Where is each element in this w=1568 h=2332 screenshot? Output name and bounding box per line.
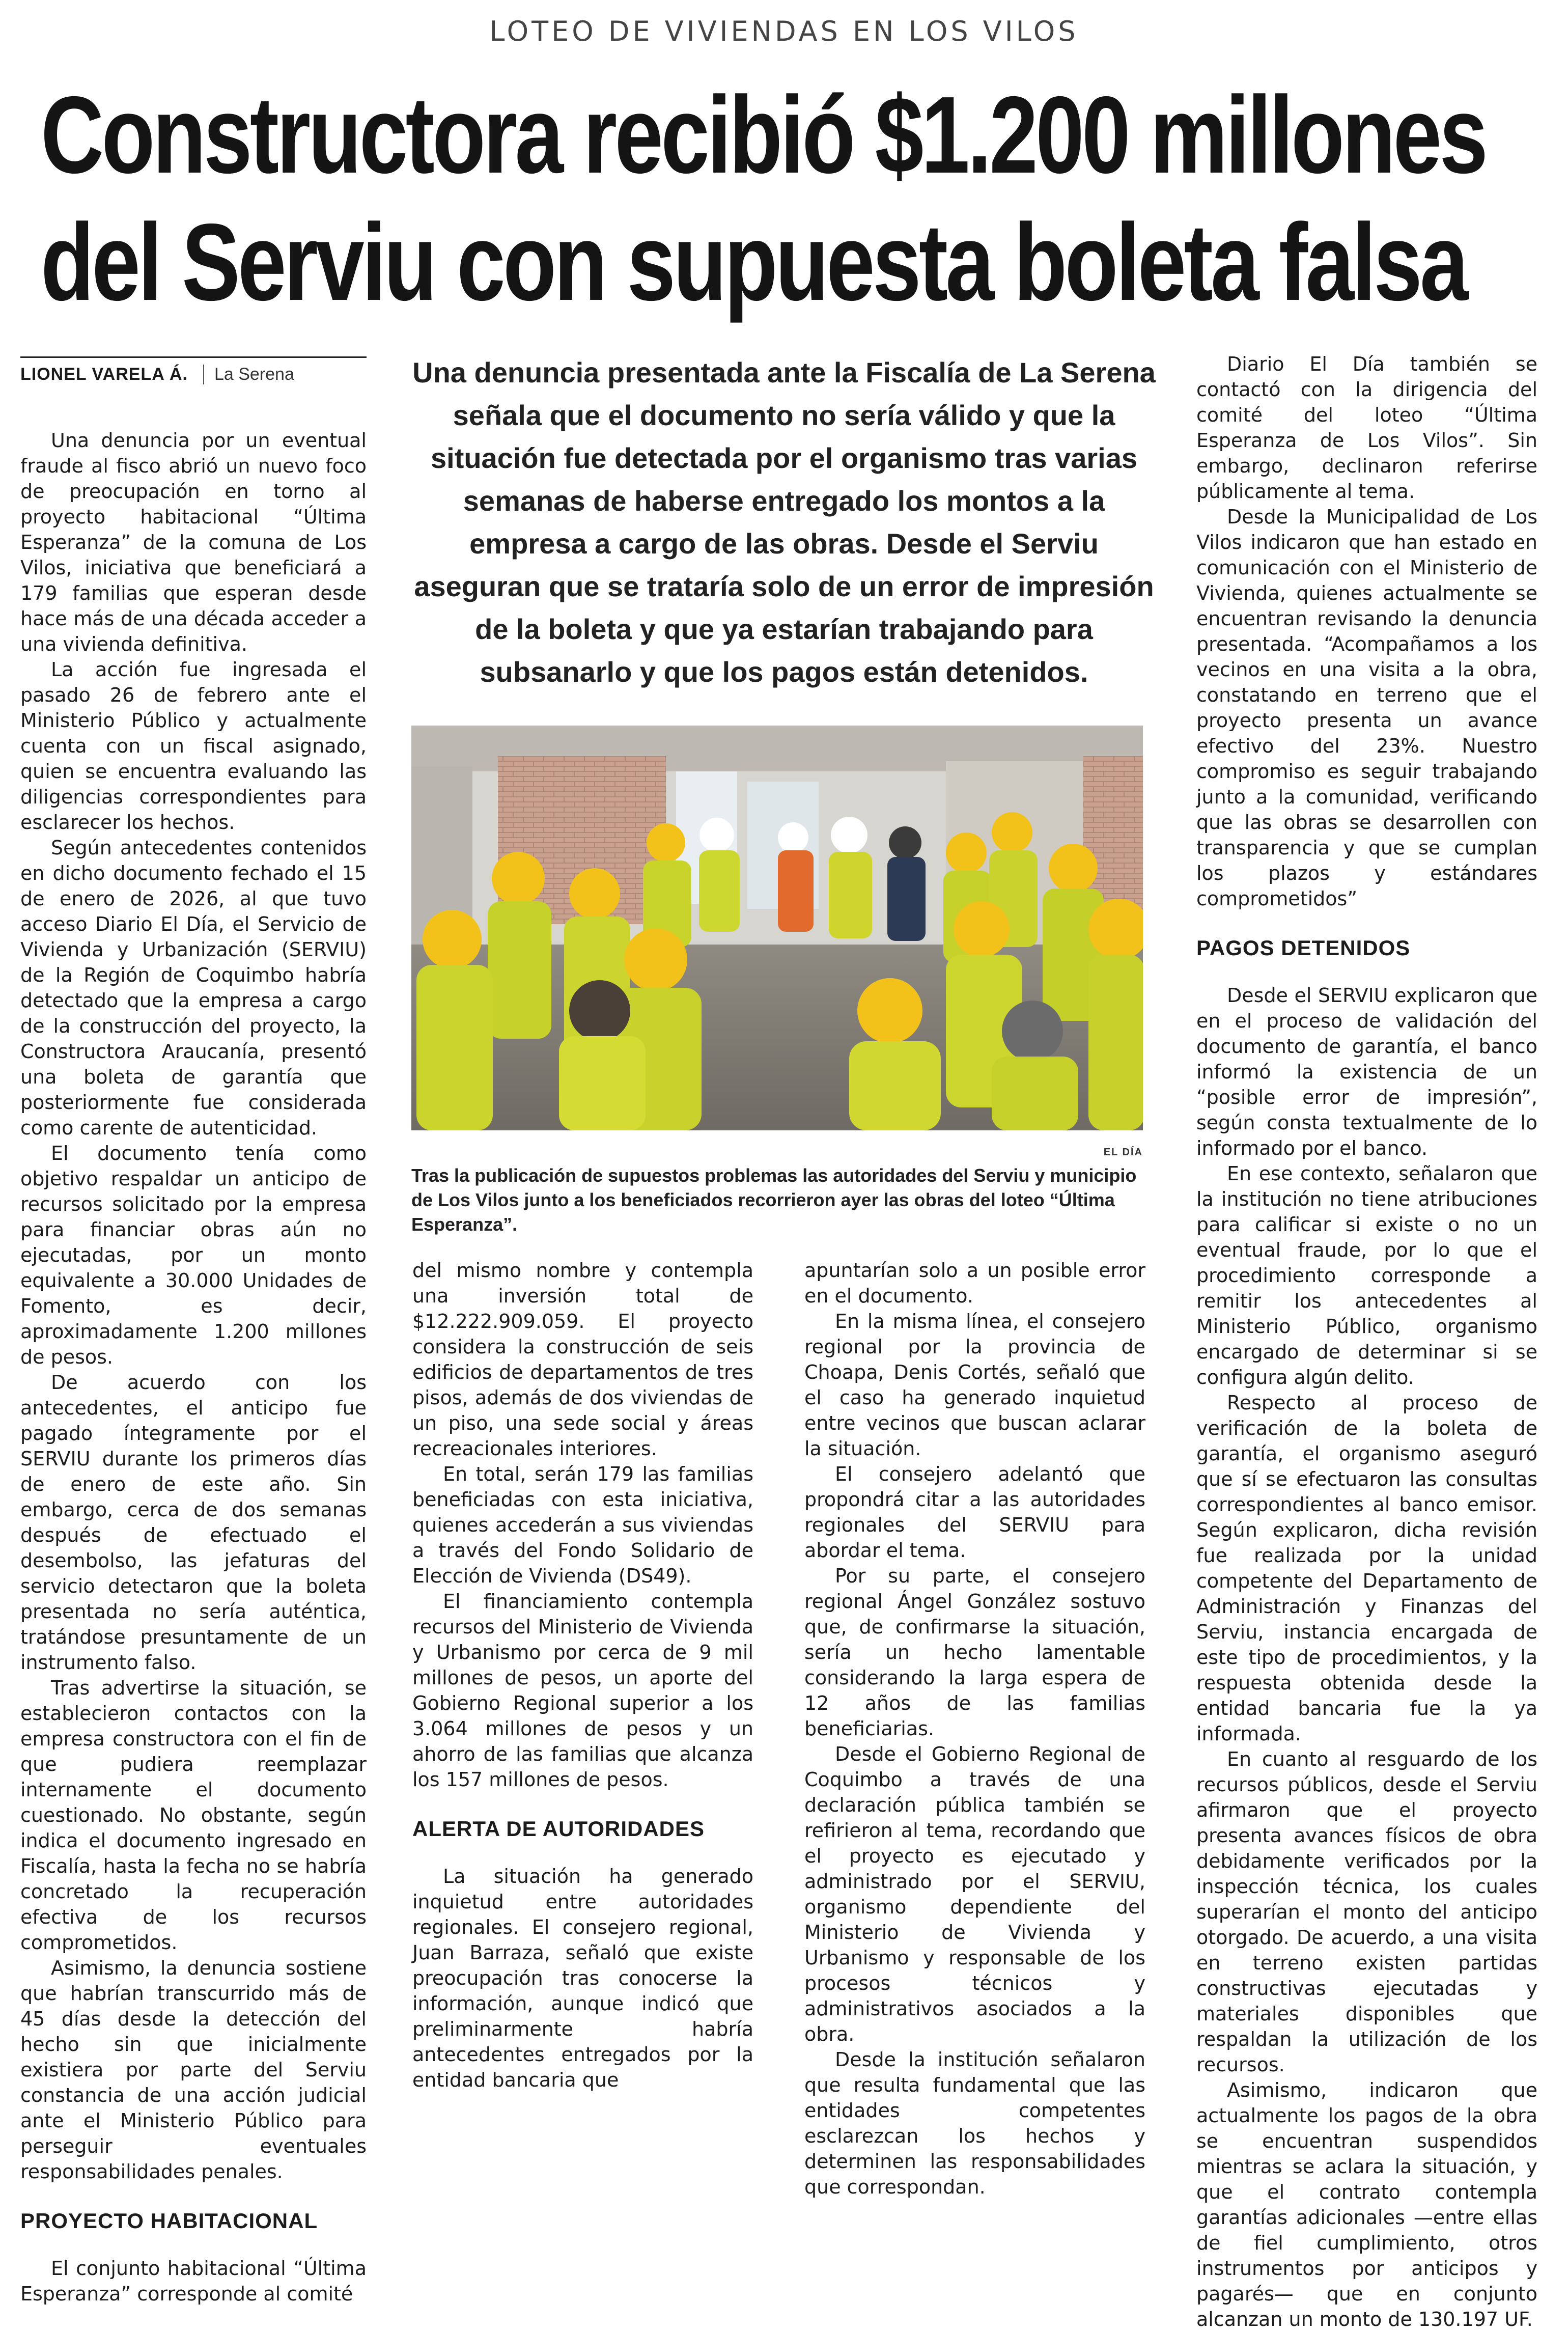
photo-credit: EL DÍA [1103, 1147, 1143, 1158]
headline-line-1: Constructora recibió $1.200 millones [41, 73, 1486, 196]
section-kicker: LOTEO DE VIVIENDAS EN LOS VILOS [489, 15, 1079, 47]
article-column-4 [1196, 351, 1537, 2332]
paragraph: La situación ha generado inquietud entre autoridades regionales. El consejero regional, Juan Barraza, señaló que existe preocupación tras conocerse la información, aunque indicó que preliminarmente habría antecedentes entregados por la entidad bancaria que [412, 1865, 753, 2091]
byline-author: LIONEL VARELA Á. [20, 364, 188, 384]
photo-caption: Tras la publicación de supuestos problemas las autoridades del Serviu y municipio de Los Vilos junto a los beneficiados recorrieron ayer las obras del loteo “Última Esperanza”. [411, 1165, 1137, 1235]
paragraph: En cuanto al resguardo de los recursos públicos, desde el Serviu afirmaron que el proyecto presenta avances físicos de obra debidamente verificados por la inspección técnica, los cuales superarían el monto del anticipo otorgado. De acuerdo, a una visita en terreno existen partidas constructivas ejecutadas y materiales disponibles que respaldan la utilización de los recursos. [1196, 1748, 1537, 2076]
paragraph: apuntarían solo a un posible error en el documento. [804, 1259, 1145, 1307]
construction-site-photo [411, 726, 1143, 1130]
article-column-2 [412, 1258, 753, 2093]
paragraph: La acción fue ingresada el pasado 26 de febrero ante el Ministerio Público y actualmente cuenta con un fiscal asignado, quien se encuentra evaluando las diligencias correspondientes para esclarecer los hechos. [20, 658, 367, 834]
paragraph: del mismo nombre y contempla una inversión total de $12.222.909.059. El proyecto considera la construcción de seis edificios de departamentos de tres pisos, además de dos viviendas de un piso, una sede social y áreas recreacionales interiores. [412, 1259, 753, 1460]
paragraph: El documento tenía como objetivo respaldar un anticipo de recursos solicitado por la empresa para financiar obras aún no ejecutadas, por un monto equivalente a 30.000 Unidades de Fomento, es decir, aproximadamente 1.200 millones de pesos. [20, 1142, 367, 1368]
paragraph: Desde el Gobierno Regional de Coquimbo a través de una declaración pública también se refirieron al tema, recordando que el proyecto es ejecutado y administrado por el SERVIU, organismo dependiente del Ministerio de Vivienda y Urbanismo y responsable de los procesos técnicos y administrativos asociados a la obra. [804, 1743, 1145, 2045]
byline-location: La Serena [203, 365, 294, 384]
article-column-3 [804, 1258, 1145, 2200]
paragraph: El financiamiento contempla recursos del Ministerio de Vivienda y Urbanismo por cerca de 9 mil millones de pesos, un aporte del Gobierno Regional superior a los 3.064 millones de pesos y un ahorro de las familias que alcanza los 157 millones de pesos. [412, 1590, 753, 1791]
paragraph: Una denuncia por un eventual fraude al fisco abrió un nuevo foco de preocupación en torno al proyecto habitacional “Última Esperanza” de la comuna de Los Vilos, iniciativa que beneficiará a 179 familias que esperan desde hace más de una década acceder a una vivienda definitiva. [20, 429, 367, 655]
paragraph: El conjunto habitacional “Última Esperanza” corresponde al comité [20, 2257, 367, 2305]
subheading-proyecto-habitacional: PROYECTO HABITACIONAL [20, 2209, 318, 2233]
subheading-alerta-de-autoridades: ALERTA DE AUTORIDADES [412, 1817, 705, 1841]
paragraph: Respecto al proceso de verificación de la boleta de garantía, el organismo aseguró que sí se efectuaron las consultas correspondientes al banco emisor. Según explicaron, dicha revisión fue realizada por la unidad competente del Departamento de Administración y Finanzas del Serviu, instancia encargada de este tipo de procedimientos, y la respuesta obtenida desde la entidad bancaria fue la ya informada. [1196, 1392, 1537, 1745]
paragraph: Desde la institución señalaron que resulta fundamental que las entidades competentes esclarezcan los hechos y determinen las responsabilidades que correspondan. [804, 2048, 1145, 2198]
paragraph: Asimismo, indicaron que actualmente los pagos de la obra se encuentran suspendidos mientras se aclara la situación, y que el contrato contempla garantías adicionales —entre ellas de fiel cumplimiento, otros instrumentos por anticipos y pagarés— que en conjunto alcanzan un monto de 130.197 UF. [1196, 2079, 1537, 2330]
lede: Una denuncia presentada ante la Fiscalía de La Serena señala que el documento no sería válido y que la situación fue detectada por el organismo tras varias semanas de haberse entregado los montos a la empresa a cargo de las obras. Desde el Serviu aseguran que se trataría solo de un error de impresión de la boleta y que ya estarían trabajando para subsanarlo y que los pagos están detenidos. [412, 356, 1156, 688]
paragraph: En total, serán 179 las familias beneficiadas con esta iniciativa, quienes accederán a sus viviendas a través del Fondo Solidario de Elección de Vivienda (DS49). [412, 1463, 753, 1587]
paragraph: Diario El Día también se contactó con la dirigencia del comité del loteo “Última Esperanza de Los Vilos”. Sin embargo, declinaron referirse públicamente al tema. [1196, 353, 1537, 503]
paragraph: El consejero adelantó que propondrá citar a las autoridades regionales del SERVIU para abordar el tema. [804, 1463, 1145, 1562]
headline-line-2: del Serviu con supuesta boleta falsa [41, 201, 1466, 323]
headline [41, 71, 1486, 326]
byline [20, 356, 367, 391]
paragraph: Asimismo, la denuncia sostiene que habrían transcurrido más de 45 días desde la detección del hecho sin que inicialmente existiera por parte del Serviu constancia de una acción judicial ante el Ministerio Público para perseguir eventuales responsabilidades penales. [20, 1957, 367, 2183]
paragraph: En ese contexto, señalaron que la institución no tiene atribuciones para calificar si existe o no un eventual fraude, por lo que el procedimiento corresponde a remitir los antecedentes al Ministerio Público, organismo encargado de determinar si se configura algún delito. [1196, 1162, 1537, 1389]
paragraph: De acuerdo con los antecedentes, el anticipo fue pagado íntegramente por el SERVIU durante los primeros días de enero de este año. Sin embargo, cerca de dos semanas después de efectuado el desembolso, las jefaturas del servicio detectaron que la boleta presentada no sería auténtica, tratándose presuntamente de un instrumento falso. [20, 1371, 367, 1674]
article-photo [411, 726, 1143, 1130]
paragraph: Desde la Municipalidad de Los Vilos indicaron que han estado en comunicación con el Ministerio de Vivienda, quienes actualmente se encuentran revisando la denuncia presentada. “Acompañamos a los vecinos en una visita a la obra, constatando en terreno que el proyecto presenta un avance efectivo del 23%. Nuestro compromiso es seguir trabajando junto a la comunidad, verificando que las obras se desarrollen con transparencia y que se cumplan los plazos y estándares comprometidos” [1196, 506, 1537, 910]
paragraph: Según antecedentes contenidos en dicho documento fechado el 15 de enero de 2026, al que tuvo acceso Diario El Día, el Servicio de Vivienda y Urbanización (SERVIU) de la Región de Coquimbo habría detectado que la empresa a cargo de la construcción del proyecto, la Constructora Araucanía, presentó una boleta de garantía que posteriormente fue considerada como carente de autenticidad. [20, 837, 367, 1139]
paragraph: Desde el SERVIU explicaron que en el proceso de validación del documento de garantía, el banco informó la existencia de un “posible error de impresión”, según consta textualmente de lo informado por el banco. [1196, 984, 1537, 1159]
paragraph: En la misma línea, el consejero regional por la provincia de Choapa, Denis Cortés, señaló que el caso ha generado inquietud entre vecinos que buscan aclarar la situación. [804, 1310, 1145, 1460]
subheading-pagos-detenidos: PAGOS DETENIDOS [1196, 936, 1411, 960]
paragraph: Por su parte, el consejero regional Ángel González sostuvo que, de confirmarse la situación, sería un hecho lamentable considerando la larga espera de 12 años de las familias beneficiarias. [804, 1565, 1145, 1740]
article-column-1 [20, 428, 367, 2307]
paragraph: Tras advertirse la situación, se establecieron contactos con la empresa constructora con el fin de que pudiera reemplazar internamente el documento cuestionado. No obstante, según indica el documento ingresado en Fiscalía, hasta la fecha no se habría concretado la recuperación efectiva de los recursos comprometidos. [20, 1677, 367, 1954]
